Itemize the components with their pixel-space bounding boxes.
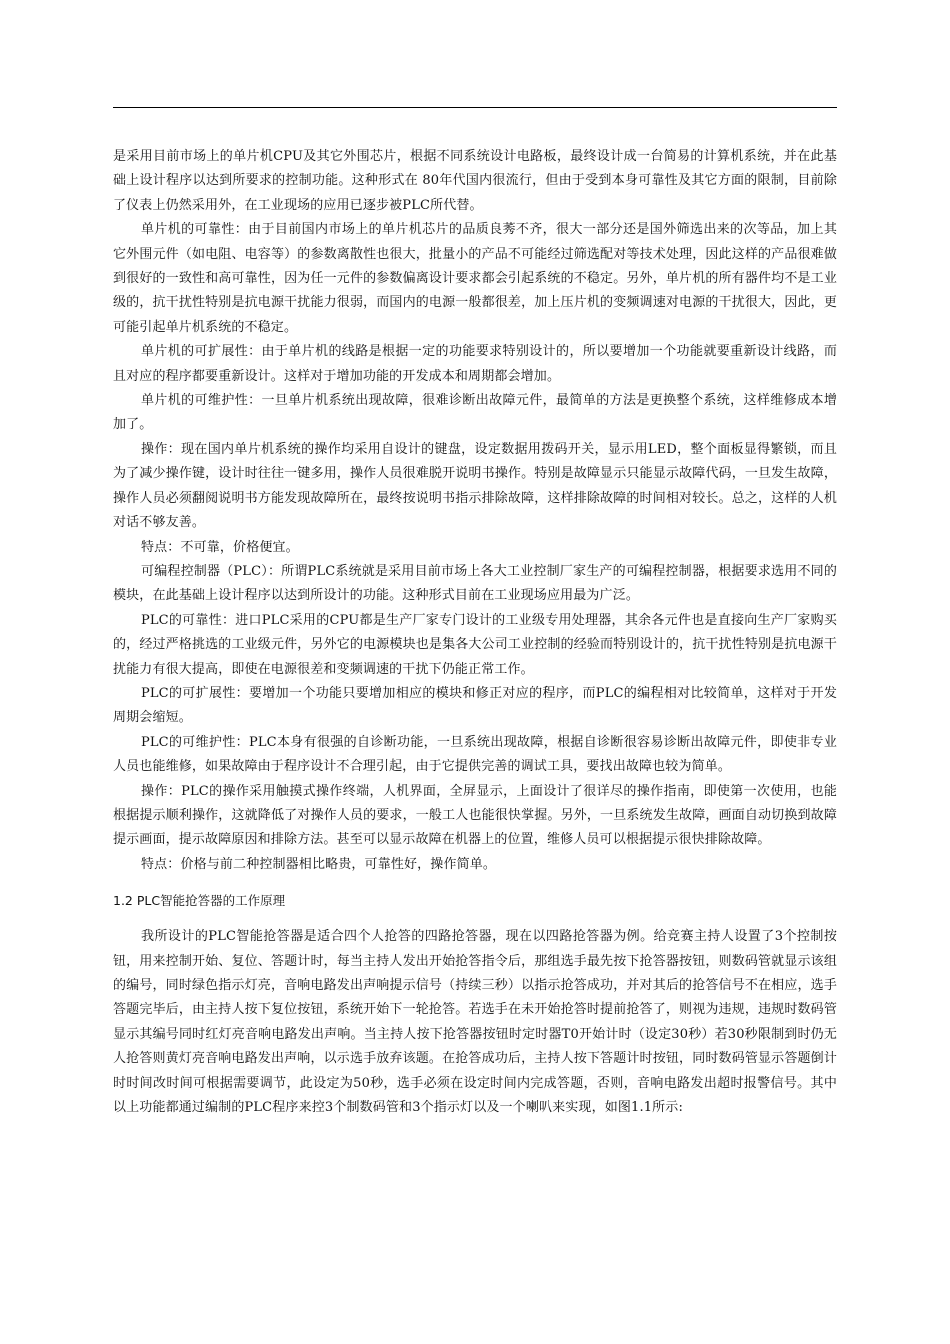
paragraph: 操作：现在国内单片机系统的操作均采用自设计的键盘，设定数据用拨码开关，显示用LED，整个面板显得繁锁，而且为了减少操作键，设计时往往一键多用，操作人员很难脱开说明书操作。特别是故障显示只能显示故障代码，一旦发生故障，操作人员必须翻阅说明书方能发现故障所在，最终按说明书指示排除故障，这样排除故障的时间相对较长。总之，这样的人机对话不够友善。	[113, 441, 837, 531]
paragraph: 是采用目前市场上的单片机CPU及其它外围芯片，根据不同系统设计电路板，最终设计成一台简易的计算机系统，并在此基础上设计程序以达到所要求的控制功能。这种形式在 80年代国内很流行，但由于受到本身可靠性及其它方面的限制，目前除了仪表上仍然采用外，在工业现场的应用已逐步被PLC所代替。	[113, 149, 837, 213]
paragraph: 单片机的可扩展性：由于单片机的线路是根据一定的功能要求特别设计的，所以要增加一个功能就要重新设计线路，而且对应的程序都要重新设计。这样对于增加功能的开发成本和周期都会增加。	[113, 344, 837, 384]
paragraph: PLC的可靠性：进口PLC采用的CPU都是生产厂家专门设计的工业级专用处理器，其余各元件也是直接向生产厂家购买的，经过严格挑选的工业级元件，另外它的电源模块也是集各大公司工业控制的经验而特别设计的，抗干扰性特别是抗电源干扰能力有很大提高，即使在电源很差和变频调速的干扰下仍能正常工作。	[113, 612, 837, 677]
paragraph: 特点：价格与前二种控制器相比略贵，可靠性好，操作简单。	[141, 856, 497, 872]
section-heading: 1.2 PLC智能抢答器的工作原理	[113, 893, 286, 909]
header-rule	[113, 107, 837, 108]
paragraph: 操作：PLC的操作采用触摸式操作终端，人机界面，全屏显示，上面设计了很详尽的操作指南，即使第一次使用，也能根据提示顺利操作，这就降低了对操作人员的要求，一般工人也能很快掌握。另外，一旦系统发生故障，画面自动切换到故障提示画面，提示故障原因和排除方法。甚至可以显示故障在机器上的位置，维修人员可以根据提示很快排除故障。	[113, 783, 837, 848]
document-body	[113, 145, 837, 1120]
paragraph: 单片机的可靠性：由于目前国内市场上的单片机芯片的品质良莠不齐，很大一部分还是国外筛选出来的次等品，加上其它外围元件（如电阻、电容等）的参数离散性也很大，批量小的产品不可能经过筛选配对等技术处理，因此这样的产品很难做到很好的一致性和高可靠性，因为任一元件的参数偏离设计要求都会引起系统的不稳定。另外，单片机的所有器件均不是工业级的，抗干扰性特别是抗电源干扰能力很弱，而国内的电源一般都很差，加上压片机的变频调速对电源的干扰很大，因此，更可能引起单片机系统的不稳定。	[113, 222, 837, 335]
paragraph: PLC的可扩展性：要增加一个功能只要增加相应的模块和修正对应的程序，而PLC的编程相对比较简单，这样对于开发周期会缩短。	[113, 685, 837, 726]
paragraph: 我所设计的PLC智能抢答器是适合四个人抢答的四路抢答器，现在以四路抢答器为例。给竞赛主持人设置了3个控制按钮，用来控制开始、复位、答题计时，每当主持人发出开始抢答指令后，那组选手最先按下抢答器按钮，则数码管就显示该组的编号，同时绿色指示灯亮，音响电路发出声响提示信号（持续三秒）以指示抢答成功，并对其后的抢答信号不在相应，选手答题完毕后，由主持人按下复位按钮，系统开始下一轮抢答。若选手在未开始抢答时提前抢答了，则视为违规，违规时数码管显示其编号同时红灯亮音响电路发出声响。当主持人按下抢答器按钮时定时器T0开始计时（设定30秒）若30秒限制到时仍无人抢答则黄灯亮音响电路发出声响，以示选手放弃该题。在抢答成功后，主持人按下答题计时按钮，同时数码管显示答题倒计时时间改时间可根据需要调节，此设定为50秒，选手必须在设定时间内完成答题，否则，音响电路发出超时报警信号。其中以上功能都通过编制的PLC程序来控3个制数码管和3个指示灯以及一个喇叭来实现，如图1.1所示:	[113, 929, 837, 1116]
paragraph: 特点：不可靠，价格便宜。	[141, 539, 299, 555]
paragraph: 单片机的可维护性：一旦单片机系统出现故障，很难诊断出故障元件，最简单的方法是更换整个系统，这样维修成本增加了。	[113, 393, 837, 433]
paragraph: 可编程控制器（PLC）：所谓PLC系统就是采用目前市场上各大工业控制厂家生产的可编程控制器，根据要求选用不同的模块，在此基础上设计程序以达到所设计的功能。这种形式目前在工业现场应用最为广泛。	[113, 563, 837, 604]
paragraph: PLC的可维护性：PLC本身有很强的自诊断功能，一旦系统出现故障，根据自诊断很容易诊断出故障元件，即使非专业人员也能维修，如果故障由于程序设计不合理引起，由于它提供完善的调试工具，要找出故障也较为简单。	[113, 734, 837, 775]
